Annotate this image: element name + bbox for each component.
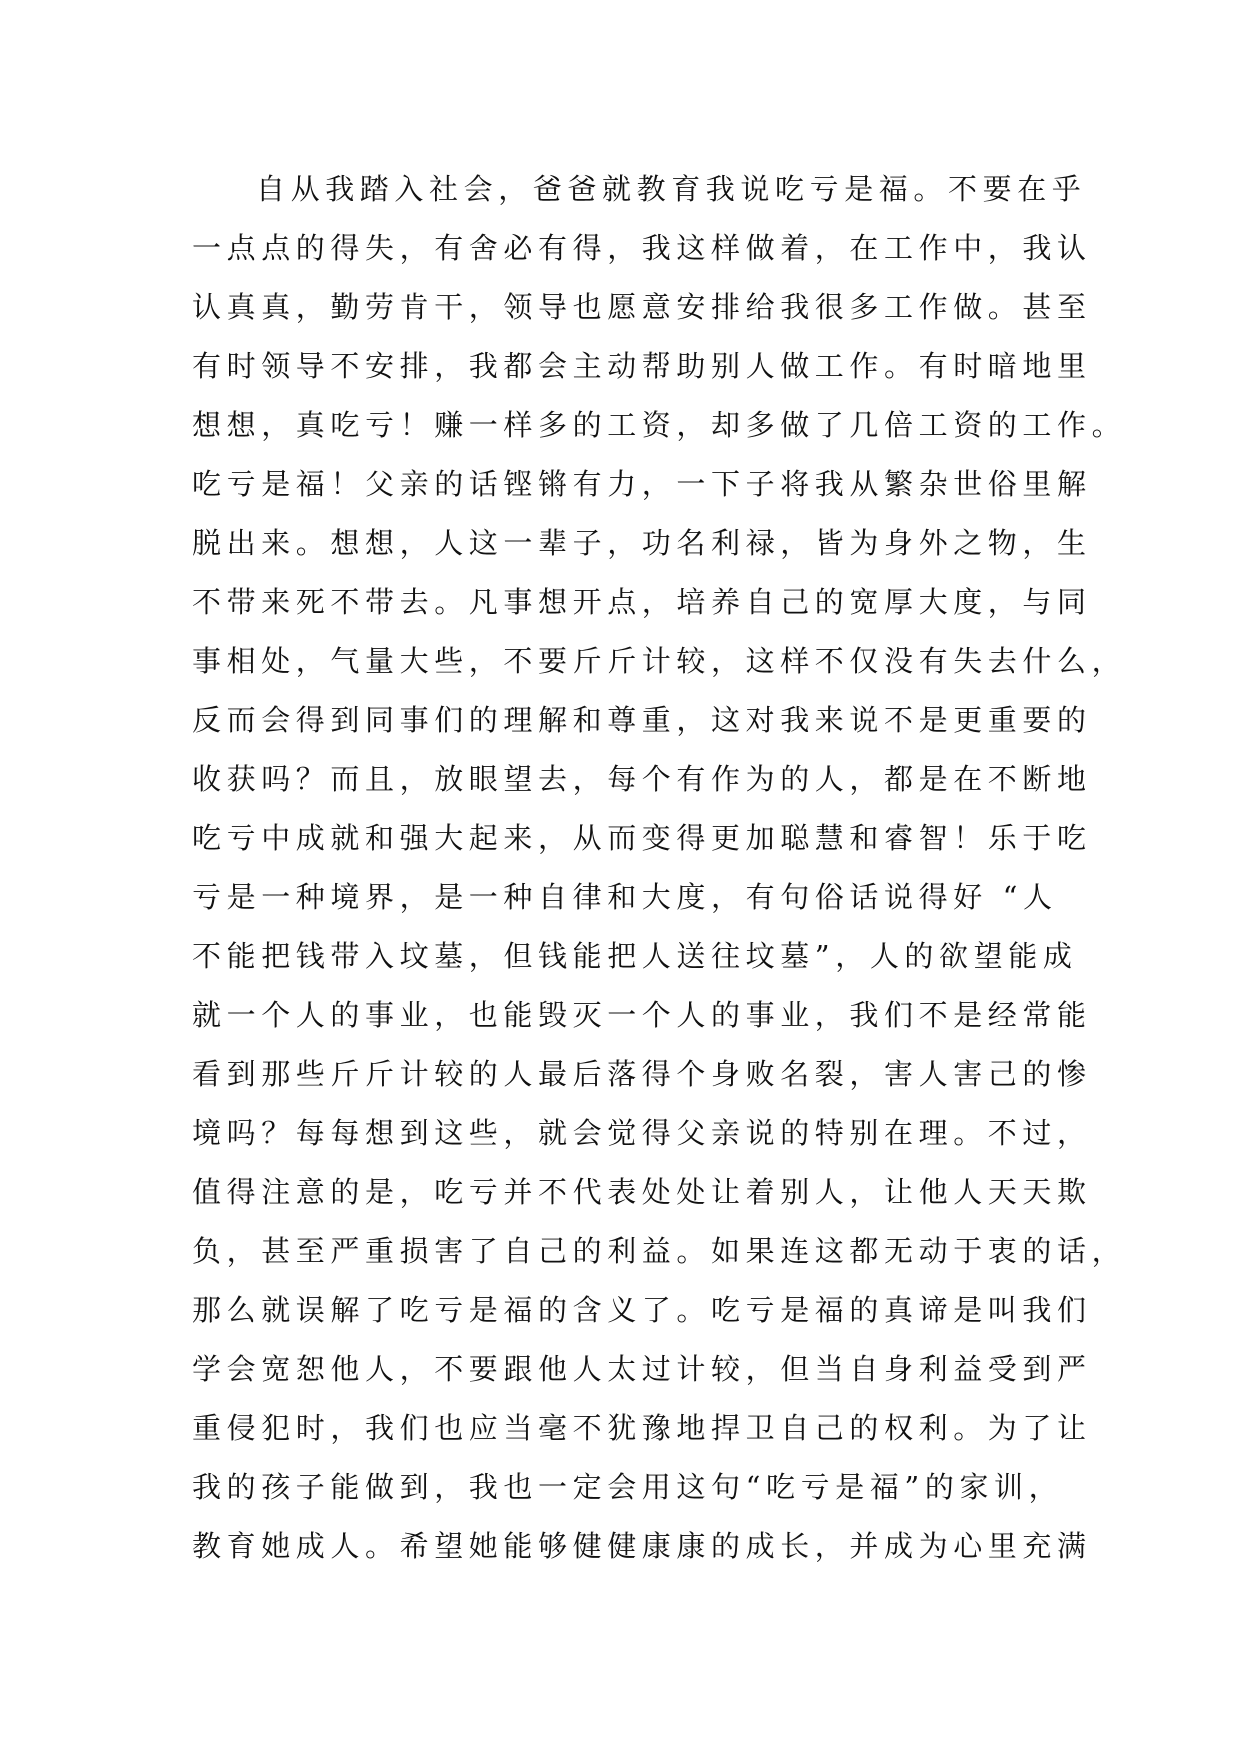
- paragraph-line: 值得注意的是，吃亏并不代表处处让着别人，让他人天天欺: [192, 1175, 1092, 1209]
- paragraph-line: 收获吗？而且，放眼望去，每个有作为的人，都是在不断地: [192, 762, 1092, 796]
- paragraph-line: 看到那些斤斤计较的人最后落得个身败名裂，害人害己的惨: [192, 1057, 1092, 1091]
- paragraph-line: 吃亏是福！父亲的话铿锵有力，一下子将我从繁杂世俗里解: [192, 467, 1092, 501]
- paragraph-line: 学会宽恕他人，不要跟他人太过计较，但当自身利益受到严: [192, 1352, 1092, 1386]
- paragraph-line: 我的孩子能做到，我也一定会用这句“吃亏是福”的家训，: [192, 1470, 1064, 1504]
- paragraph-line: 脱出来。想想，人这一辈子，功名利禄，皆为身外之物，生: [192, 526, 1092, 560]
- paragraph-line: 反而会得到同事们的理解和尊重，这对我来说不是更重要的: [192, 703, 1092, 737]
- paragraph-line: 认真真，勤劳肯干，领导也愿意安排给我很多工作做。甚至: [192, 290, 1092, 324]
- paragraph-line: 想想，真吃亏！赚一样多的工资，却多做了几倍工资的工作。: [192, 408, 1127, 442]
- paragraph-line: 负，甚至严重损害了自己的利益。如果连这都无动于衷的话，: [192, 1234, 1127, 1268]
- paragraph-line: 境吗？每每想到这些，就会觉得父亲说的特别在理。不过，: [192, 1116, 1092, 1150]
- body-paragraph: [192, 160, 1127, 1576]
- paragraph-line: 教育她成人。希望她能够健健康康的成长，并成为心里充满: [192, 1529, 1092, 1563]
- paragraph-line: 有时领导不安排，我都会主动帮助别人做工作。有时暗地里: [192, 349, 1092, 383]
- paragraph-line: 不能把钱带入坟墓，但钱能把人送往坟墓”，人的欲望能成: [192, 939, 1078, 973]
- paragraph-line: 不带来死不带去。凡事想开点，培养自己的宽厚大度，与同: [192, 585, 1092, 619]
- paragraph-line: 那么就误解了吃亏是福的含义了。吃亏是福的真谛是叫我们: [192, 1293, 1092, 1327]
- paragraph-line: 重侵犯时，我们也应当毫不犹豫地捍卫自己的权利。为了让: [192, 1411, 1092, 1445]
- paragraph-line: 亏是一种境界，是一种自律和大度，有句俗话说得好 “人: [192, 880, 1058, 914]
- paragraph-line: 一点点的得失，有舍必有得，我这样做着，在工作中，我认: [192, 231, 1092, 265]
- paragraph-line: 就一个人的事业，也能毁灭一个人的事业，我们不是经常能: [192, 998, 1092, 1032]
- paragraph-line: 事相处，气量大些，不要斤斤计较，这样不仅没有失去什么，: [192, 644, 1127, 678]
- paragraph-line: 吃亏中成就和强大起来，从而变得更加聪慧和睿智！乐于吃: [192, 821, 1092, 855]
- paragraph-line: 自从我踏入社会，爸爸就教育我说吃亏是福。不要在乎: [256, 172, 1087, 206]
